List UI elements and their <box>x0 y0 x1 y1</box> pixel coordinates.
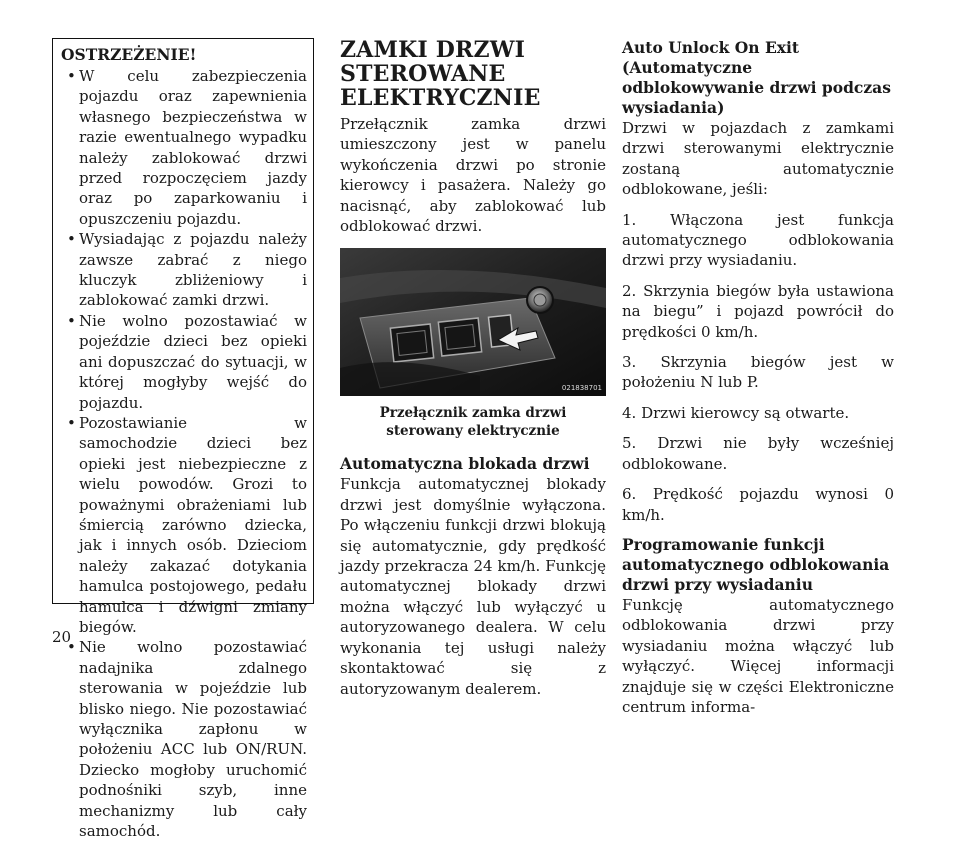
condition-item: 4. Drzwi kierowcy są otwarte. <box>622 403 850 422</box>
section-intro: Przełącznik zamka drzwi umieszczony jest w panelu wykończenia drzwi po stronie kierowcy i pasażera. Należy go nacisnąć, aby zablokować lub odblokować drzwi. <box>340 115 606 236</box>
auto-lock-title: Automatyczna blokada drzwi <box>340 454 590 474</box>
page-number: 20 <box>52 628 72 646</box>
warning-item: • Nie wolno pozostawiać nadajnika zdalnego sterowania w pojeździe lub blisko niego. Nie pozostawiać wyłącznika zapłonu w położeniu ACC lub ON/RUN. Dziecko mogłoby uruchomić podnośniki szyb, inne mechanizmy lub cały samochód. <box>61 637 307 841</box>
auto-unlock-text: Drzwi w pojazdach z zamkami drzwi sterowanymi elektrycznie zostaną automatycznie odblokowane, jeśli: <box>622 119 894 199</box>
warning-item: • W celu zabezpieczenia pojazdu oraz zapewnienia własnego bezpieczeństwa w razie ewentualnego wypadku należy zablokować drzwi przed rozpoczęciem jazdy oraz po zaparkowaniu i opuszczeniu pojazdu. <box>61 66 307 229</box>
programming-text: Funkcję automatycznego odblokowania drzwi przy wysiadaniu można włączyć lub wyłączyć. Więcej informacji znajduje się w części Elektroniczne centrum informa- <box>622 595 894 716</box>
condition-item: 3. Skrzynia biegów jest w położeniu N lub P. <box>622 353 894 392</box>
section-title: ZAMKI DRZWI STEROWANE ELEKTRYCZNIE <box>340 37 541 111</box>
door-switch-photo <box>340 248 606 396</box>
condition-item: 2. Skrzynia biegów była ustawiona na biegu” i pojazd powrócił do prędkości 0 km/h. <box>622 281 894 341</box>
warning-item: • Wysiadając z pojazdu należy zawsze zabrać z niego kluczyk zbliżeniowy i zablokować zamki drzwi. <box>61 229 307 311</box>
condition-item: 5. Drzwi nie były wcześniej odblokowane. <box>622 434 894 473</box>
right-column <box>622 38 894 717</box>
auto-lock-text: Funkcja automatycznej blokady drzwi jest domyślnie wyłączona. Po włączeniu funkcji drzwi blokują się automatycznie, gdy prędkość jazdy przekracza 24 km/h. Funkcję automatycznej blokady drzwi można włączyć lub wyłączyć u autoryzowanego dealera. W celu wykonania tej usługi należy skontaktować się z autoryzowanym dealerem. <box>340 475 606 698</box>
main-column <box>340 38 606 699</box>
auto-unlock-title: Auto Unlock On Exit (Automatyczne odblokowywanie drzwi podczas wysiadania) <box>622 38 891 117</box>
condition-item: 1. Włączona jest funkcja automatycznego odblokowania drzwi przy wysiadaniu. <box>622 210 894 270</box>
condition-item: 6. Prędkość pojazdu wynosi 0 km/h. <box>622 485 894 524</box>
door-panel-illustration <box>340 248 606 396</box>
programming-title: Programowanie funkcji automatycznego odblokowania drzwi przy wysiadaniu <box>622 534 890 594</box>
figure-code: 021838701 <box>561 384 602 393</box>
warning-list <box>61 66 307 841</box>
warning-item: • Nie wolno pozostawiać w pojeździe dzieci bez opieki ani dopuszczać do sytuacji, w której mogłyby wejść do pojazdu. <box>61 311 307 413</box>
warning-title: OSTRZEŻENIE! <box>61 45 197 64</box>
figure-caption: Przełącznik zamka drzwi sterowany elektrycznie <box>379 405 567 440</box>
warning-item: • Pozostawianie w samochodzie dzieci bez opieki jest niebezpieczne z wielu powodów. Grozi to poważnymi obrażeniami lub śmiercią zarówno dziecka, jak i innych osób. Dzieciom należy zakazać dotykania hamulca postojowego, pedału hamulca i dźwigni zmiany biegów. <box>61 413 307 637</box>
